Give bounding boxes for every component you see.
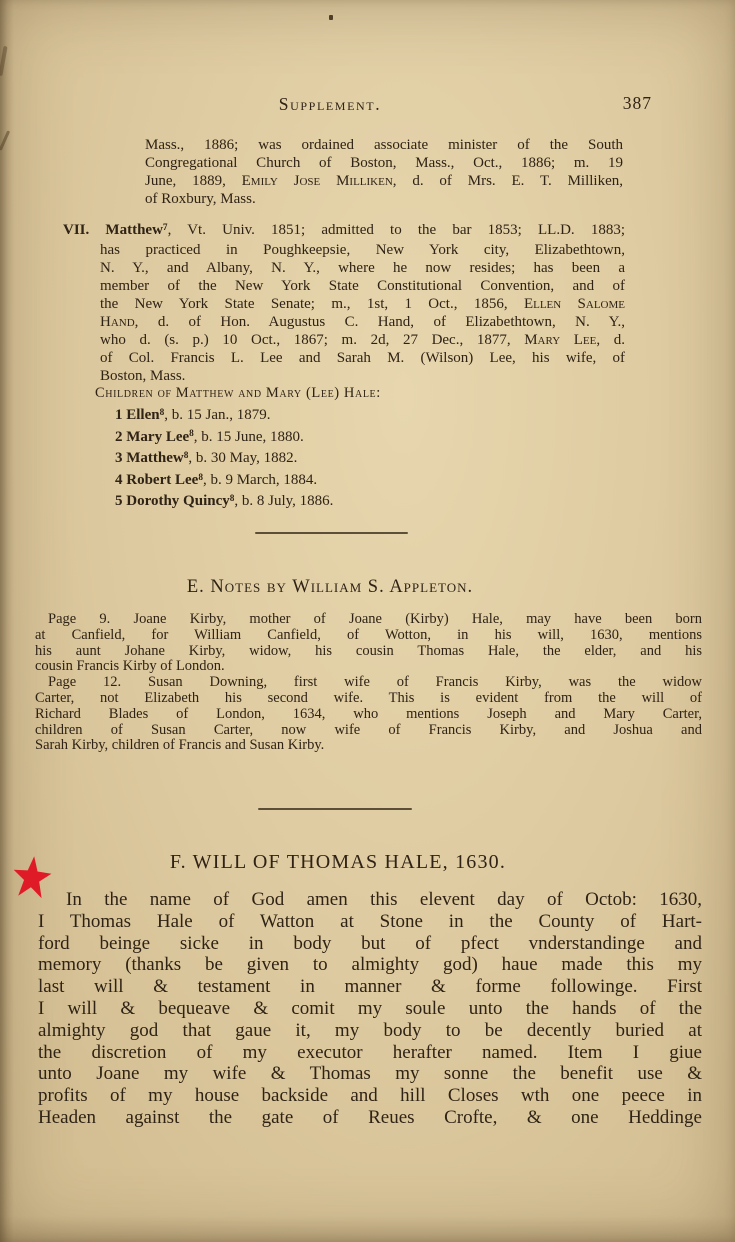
text-line: Congregational Church of Boston, Mass., Oct., 1886; m. 19 — [145, 155, 623, 171]
text-line: cousin Francis Kirby of London. — [35, 658, 225, 675]
text-line: Page 12. Susan Downing, first wife of Francis Kirby, was the widow — [48, 674, 702, 691]
text-line: who d. (s. p.) 10 Oct., 1867; m. 2d, 27 Dec., 1877, Mary Lee, d. — [100, 332, 626, 348]
scan-speck — [329, 15, 333, 20]
text-line: 2 Mary Lee$^8$, b. 15 June, 1880. — [115, 428, 304, 445]
text-line: In the name of God amen this elevent day of Octob: 1630, — [66, 889, 702, 910]
entry-vii-matthew — [63, 221, 625, 385]
text-line: unto Joane my wife & Thomas my sonne the benefit use & — [38, 1063, 702, 1085]
text-line: last will & testament in manner & forme followinge. First — [38, 976, 702, 998]
text-line: N. Y., and Albany, N. Y., where he now resides; has been a — [100, 260, 625, 276]
text-line: I will & bequeave & comit my soule unto the hands of the — [38, 997, 702, 1019]
text-line: memory (thanks be given to almighty god) haue made this my — [38, 954, 702, 976]
text-line: 4 Robert Lee$^8$, b. 9 March, 1884. — [115, 471, 318, 488]
text-line: Sarah Kirby, children of Francis and Susan Kirby. — [35, 737, 325, 754]
notes-section-heading: E. Notes by William S. Appleton. — [186, 577, 474, 597]
will-text — [38, 889, 702, 1129]
text-line: Boston, Mass. — [100, 368, 186, 384]
page-number: 387 — [622, 93, 652, 113]
text-line: 5 Dorothy Quincy$^8$, b. 8 July, 1886. — [115, 493, 334, 510]
text-line: profits of my house backside and hill Closes wth one peece in — [38, 1085, 702, 1107]
running-header: Supplement. — [278, 94, 382, 114]
text-line: ford beinge sicke in body but of pfect vnderstandinge and — [38, 932, 702, 954]
text-line: Hand, d. of Hon. Augustus C. Hand, of Elizabethtown, N. Y., — [100, 314, 625, 330]
text-line: children of Susan Carter, now wife of Francis Kirby, and Joshua and — [35, 721, 702, 738]
section-divider — [258, 808, 412, 810]
will-section-heading: F. WILL OF THOMAS HALE, 1630. — [169, 851, 507, 873]
text-line: almighty god that gaue it, my body to be decently buried at — [38, 1019, 702, 1041]
text-line: Page 9. Joane Kirby, mother of Joane (Kirby) Hale, may have been born — [48, 611, 702, 627]
text-line: June, 1889, Emily Jose Milliken, d. of Mrs. E. T. Milliken, — [145, 173, 623, 189]
text-line: Carter, not Elizabeth his second wife. This is evident from the will of — [35, 689, 702, 706]
section-divider — [255, 532, 408, 534]
page-edge-streak — [0, 46, 8, 76]
text-line: has practiced in Poughkeepsie, New York city, Elizabethtown, — [100, 242, 625, 258]
text-line: I Thomas Hale of Watton at Stone in the County of Hart- — [38, 910, 702, 932]
text-line: Richard Blades of London, 1634, who mentions Joseph and Mary Carter, — [35, 705, 702, 722]
notes-paragraphs — [35, 612, 702, 754]
text-line: the discretion of my executor herafter named. Item I giue — [38, 1041, 702, 1063]
text-line: at Canfield, for William Canfield, of Wotton, in his will, 1630, mentions — [35, 626, 702, 643]
text-line: Headen against the gate of Reues Crofte, & one Heddinge — [38, 1106, 702, 1128]
text-line: 1 Ellen$^8$, b. 15 Jan., 1879. — [115, 407, 271, 423]
children-list — [115, 406, 535, 514]
children-heading: Children of Matthew and Mary (Lee) Hale: — [95, 385, 381, 401]
text-line: member of the New York State Constitutional Convention, and of — [100, 278, 625, 294]
scan-mark — [0, 130, 10, 150]
text-line: of Roxbury, Mass. — [145, 191, 256, 207]
text-line: the New York State Senate; m., 1st, 1 Oct., 1856, Ellen Salome — [100, 296, 626, 312]
text-line: 3 Matthew$^8$, b. 30 May, 1882. — [115, 450, 298, 467]
text-line: VII. Matthew$^7$, Vt. Univ. 1851; admitted to the bar 1853; LL.D. 1883; — [63, 222, 625, 238]
intro-paragraph — [145, 136, 623, 208]
text-line: Mass., 1886; was ordained associate minister of the South — [145, 137, 623, 153]
text-line: of Col. Francis L. Lee and Sarah M. (Wilson) Lee, his wife, of — [100, 350, 625, 366]
text-line: his aunt Johane Kirby, widow, his cousin Thomas Hale, the elder, and his — [35, 642, 702, 659]
